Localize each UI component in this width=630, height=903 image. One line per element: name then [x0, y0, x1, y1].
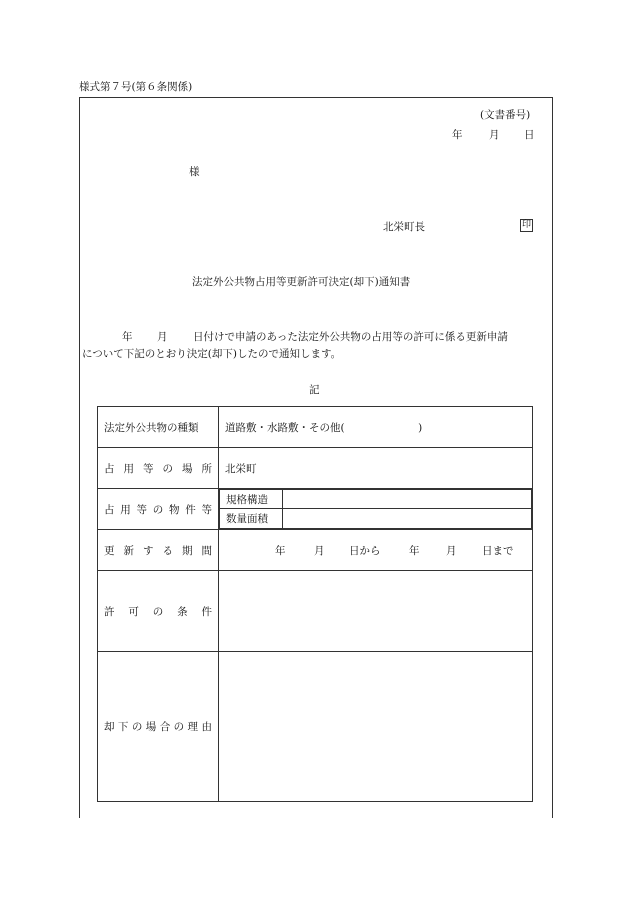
object-label	[98, 489, 219, 530]
body-year: 年	[122, 331, 133, 343]
reason-label-chars: 却 下 の 場 合 の 理 由	[104, 721, 212, 733]
place-label-chars: 占 用 等 の 場 所	[104, 462, 212, 475]
row-period	[98, 530, 533, 571]
reason-value	[219, 652, 533, 802]
object-subtable	[219, 489, 532, 529]
structure-value	[283, 490, 532, 509]
period-label	[98, 530, 219, 571]
row-reason	[98, 652, 533, 802]
document-title: 法定外公共物占用等更新許可決定(却下)通知書	[192, 276, 411, 288]
place-value: 北栄町	[219, 448, 533, 489]
body-text-line2: について下記のとおり決定(却下)したので通知します。	[82, 348, 342, 360]
type-label: 法定外公共物の種類	[98, 407, 219, 448]
body-month: 月	[157, 331, 168, 343]
row-object	[98, 489, 533, 530]
quantity-value	[283, 509, 532, 529]
permit-details-table	[97, 406, 533, 802]
type-value: 道路敷・水路敷・その他( )	[219, 407, 533, 448]
form-number-label: 様式第７号(第６条関係)	[79, 81, 193, 93]
quantity-label: 数量面積	[220, 509, 283, 529]
ki-heading: 記	[309, 384, 320, 396]
object-label-chars: 占 用 等 の 物 件 等	[104, 503, 212, 516]
seal-mark: 印	[521, 220, 531, 230]
object-subtable-cell	[219, 489, 533, 530]
addressee-suffix: 様	[189, 166, 200, 178]
period-fields: 年 月 日から 年 月 日まで	[275, 544, 514, 557]
reason-label	[98, 652, 219, 802]
row-place	[98, 448, 533, 489]
date-month: 月	[489, 129, 500, 141]
date-year: 年	[452, 129, 463, 141]
row-condition	[98, 571, 533, 652]
condition-value	[219, 571, 533, 652]
period-value	[219, 530, 533, 571]
date-day: 日	[524, 129, 535, 141]
period-label-chars: 更 新 す る 期 間	[104, 544, 212, 557]
structure-label: 規格構造	[220, 490, 283, 509]
place-label	[98, 448, 219, 489]
sender-name: 北栄町長	[383, 221, 425, 233]
condition-label-chars: 許 可 の 条 件	[104, 605, 212, 618]
condition-label	[98, 571, 219, 652]
row-type	[98, 407, 533, 448]
body-text-line1: 日付けで申請のあった法定外公共物の占用等の許可に係る更新申請	[193, 331, 508, 343]
document-number: (文書番号)	[480, 109, 531, 121]
